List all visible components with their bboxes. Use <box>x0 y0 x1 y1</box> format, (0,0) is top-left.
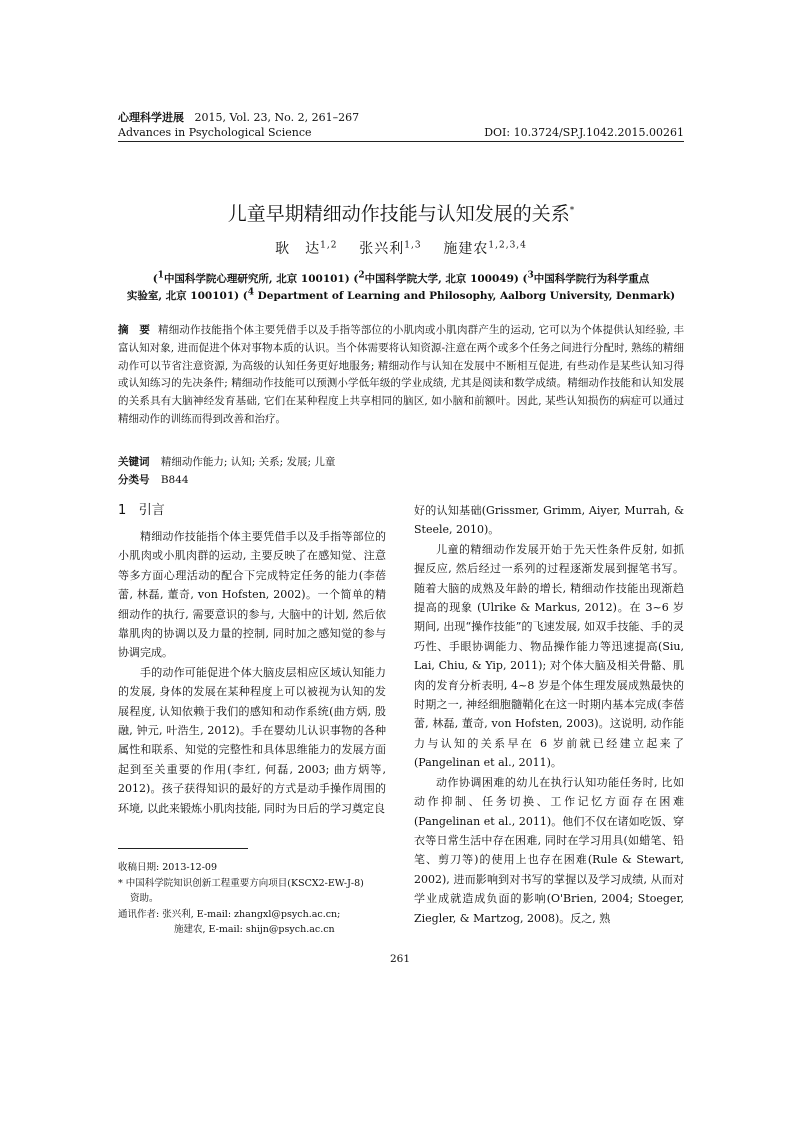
paper-title-text: 儿童早期精细动作技能与认知发展的关系 <box>227 203 570 225</box>
doi[interactable]: DOI: 10.3724/SP.J.1042.2015.00261 <box>484 126 684 139</box>
affiliation-line-1: ($^1$中国科学院心理研究所, 北京 100101) ($^2$中国科学院大学, 北京 100049) ($^3$中国科学院行为科学重点 <box>152 270 650 285</box>
keywords <box>118 453 335 471</box>
header-rule <box>118 141 684 142</box>
classification-code: B844 <box>160 474 189 486</box>
footnotes <box>118 860 390 938</box>
author-list <box>118 240 684 258</box>
funding-note-cont: 资助。 <box>130 893 159 904</box>
paragraph: 动作协调困难的幼儿在执行认知功能任务时, 比如动作抑制、任务切换、工作记忆方面存在困难(Pangelinan et al., 2011)。他们不仅在诸如吃饭、穿衣等日常生活中存在困难, 同时在学习用具(如蜡笔、铅笔、剪刀等)的使用上也存在困难(Rule & Stewart, 2002), 进而影响到对书写的掌握以及学习成绩, 从而对学业成就造成负面的影响(O'Brien, 2004; Stoeger, Ziegler, & Martzog, 2008)。反之, 熟 <box>414 775 684 925</box>
right-column <box>414 501 684 928</box>
left-column <box>118 527 386 818</box>
journal-name-en: Advances in Psychological Science <box>118 126 312 139</box>
footnote-rule <box>118 848 248 849</box>
author: 施建农$^{1,2,3,4}$ <box>443 240 527 257</box>
paragraph: 精细动作技能指个体主要凭借手以及手指等部位的小肌肉或小肌肉群的运动, 主要反映了在感知觉、注意等多方面心理活动的配合下完成特定任务的能力(李蓓蕾, 林磊, 董奇, von Hofsten, 2002)。一个简单的精细动作的执行, 需要意识的参与, 大脑中的计划, 然后依靠肌肉的协调以及力量的控制, 同时加之感知觉的参与协调完成。 <box>118 530 386 660</box>
keywords-label: 关键词 <box>118 456 150 468</box>
abstract <box>118 322 684 429</box>
author: 耿 达$^{1,2}$ <box>275 240 338 257</box>
journal-name-cn: 心理科学进展 <box>118 111 184 124</box>
classification-label: 分类号 <box>118 474 150 486</box>
journal-citation: 2015, Vol. 23, No. 2, 261–267 <box>194 111 360 124</box>
abstract-text: 精细动作技能指个体主要凭借手以及手指等部位的小肌肉或小肌肉群产生的运动, 它可以为个体提供认知经验, 丰富认知对象, 进而促进个体对事物本质的认识。当个体需要将认知资源-注意在两个或多个任务之间进行分配时, 熟练的精细动作可以节省注意资源, 为高级的认知任务更好地服务; 精细动作与认知在发展中不断相互促进, 有些动作是某些认知习得或认知练习的先决条件; 精细动作技能可以预测小学低年级的学业成绩, 尤其是阅读和数学成绩。精细动作技能和认知发展的关系具有大脑神经发育基础, 它们在某种程度上共享相同的脑区, 如小脑和前额叶。因此, 某些认知损伤的病症可以通过精细动作的训练而得到改善和治疗。 <box>118 324 684 425</box>
author: 张兴利$^{1,3}$ <box>359 240 422 257</box>
abstract-label: 摘 要 <box>118 324 151 336</box>
classification <box>118 471 189 489</box>
title-footnote-mark: * <box>569 205 575 216</box>
paragraph: 儿童的精细动作发展开始于先天性条件反射, 如抓握反应, 然后经过一系列的过程逐渐发展到握笔书写。随着大脑的成熟及年龄的增长, 精细动作技能出现渐趋提高的现象 (Ulrike & Markus, 2012)。在 3~6 岁期间, 出现“操作技能”的飞速发展, 如双手技能、手的灵巧性、手眼协调能力、物品操作能力等迅速提高(Siu, Lai, Chiu, & Yip, 2011); 对个体大脑及相关骨骼、肌肉的发育分析表明, 4~8 岁是个体生理发展成熟最快的时期之一, 神经细胞髓鞘化在这一时期内基本完成(李蓓蕾, 林磊, 董奇, von Hofsten, 2003)。这说明, 动作能力与认知的关系早在 6 岁前就已经建立起来了(Pangelinan et al., 2011)。 <box>414 542 684 770</box>
section-title: 引言 <box>138 503 165 518</box>
corresponding-author[interactable]: 通讯作者: 张兴利, E-mail: zhangxl@psych.ac.cn; <box>118 908 341 920</box>
affiliation-line-2: 实验室, 北京 100101) ($^4$ Department of Learning and Philosophy, Aalborg University, Denmark) <box>126 287 676 302</box>
section-number: 1 <box>118 503 127 518</box>
corresponding-author-2[interactable]: 施建农, E-mail: shijn@psych.ac.cn <box>174 924 335 935</box>
paragraph: 好的认知基础(Grissmer, Grimm, Aiyer, Murrah, & Steele, 2010)。 <box>414 504 684 537</box>
funding-note: * 中国科学院知识创新工程重要方向项目(KSCX2-EW-J-8) <box>118 877 364 889</box>
page-number: 261 <box>389 953 411 965</box>
received-date: 收稿日期: 2013-12-09 <box>118 862 217 873</box>
keywords-text: 精细动作能力; 认知; 关系; 发展; 儿童 <box>160 456 336 468</box>
section-heading <box>118 502 165 520</box>
paper-title <box>118 202 684 226</box>
affiliations <box>118 271 684 305</box>
paragraph: 手的动作可能促进个体大脑皮层相应区域认知能力的发展, 身体的发展在某种程度上可以被视为认知的发展程度, 认知依赖于我们的感知和动作系统(曲方炳, 殷融, 钟元, 叶浩生, 2012)。手在婴幼儿认识事物的各种属性和联系、知觉的完整性和具体思维能力的发展方面起到至关重要的作用(李红, 何磊, 2003; 曲方炳等, 2012)。孩子获得知识的最好的方式是动手操作周围的环境, 以此来锻炼小肌肉技能, 同时为日后的学习奠定良 <box>118 665 386 815</box>
journal-citation-line <box>118 111 359 125</box>
